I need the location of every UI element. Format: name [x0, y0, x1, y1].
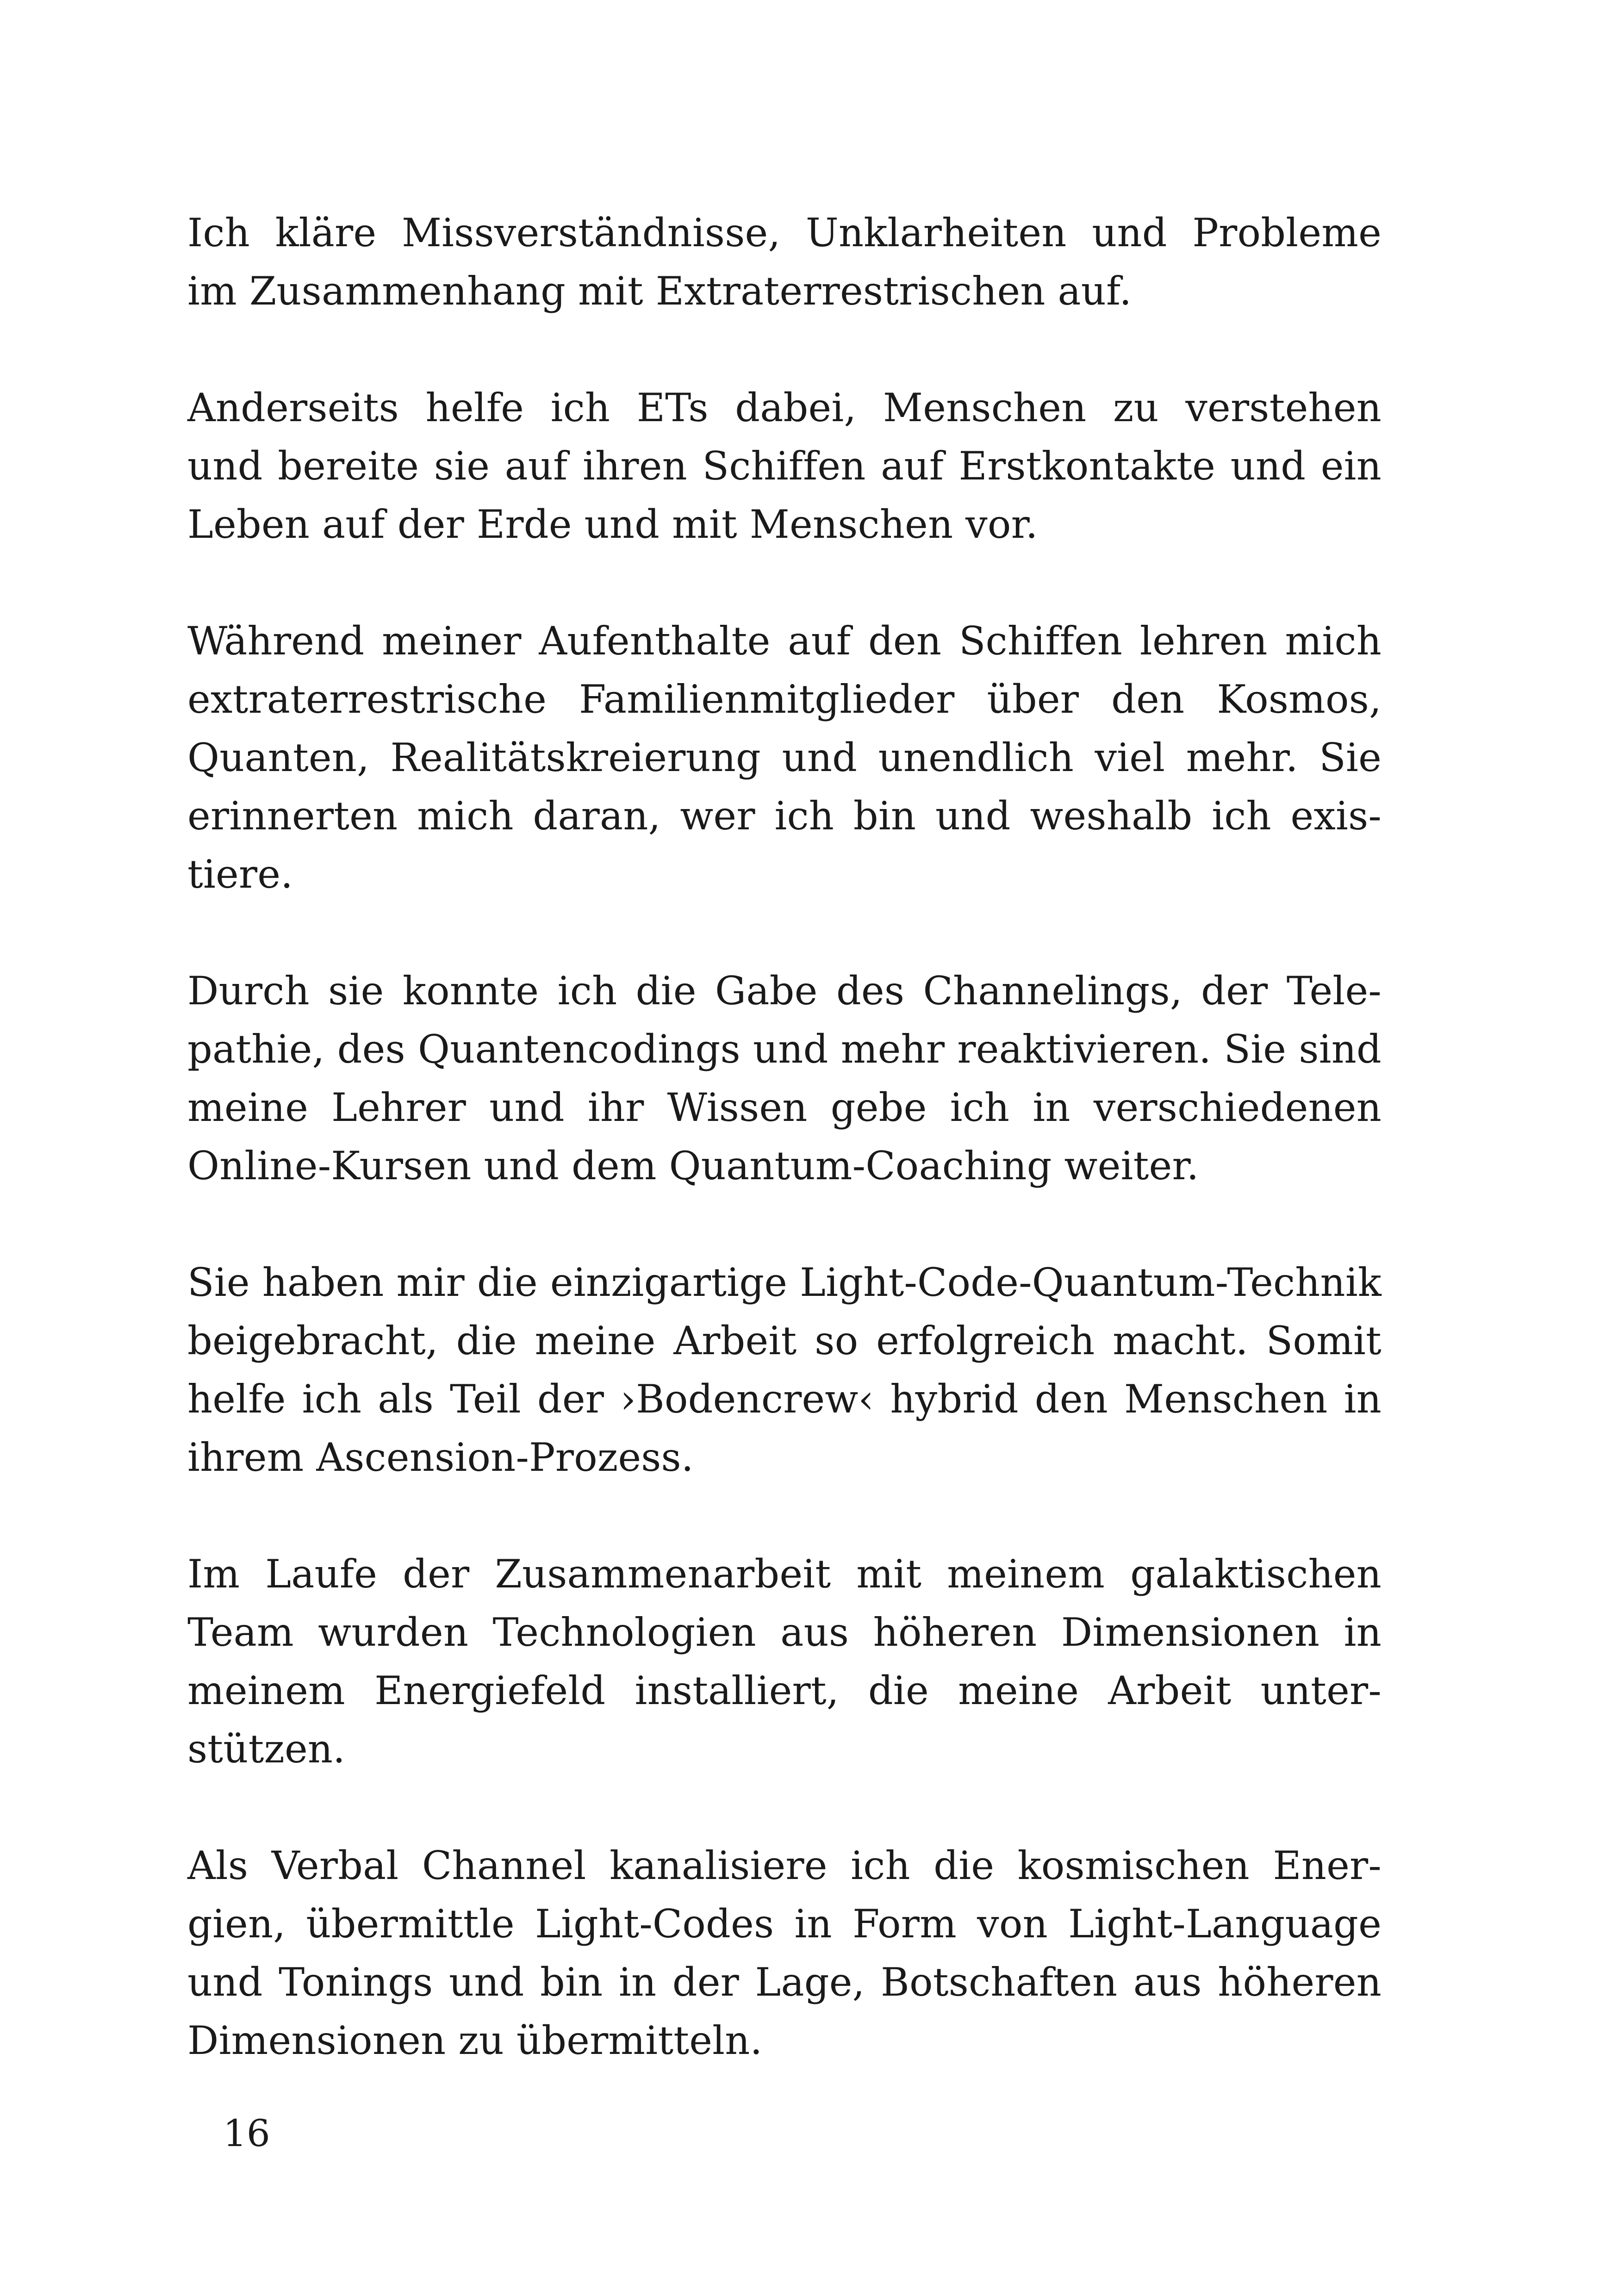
- text-line: ihrem Ascension-Prozess.: [187, 1435, 694, 1480]
- text-line: tiere.: [187, 852, 293, 897]
- text-line: Team wurden Technologien aus höheren Dimensionen in: [187, 1610, 1382, 1655]
- paragraph-7: [187, 1836, 1382, 2070]
- text-line: Ich kläre Missverständnisse, Unklarheiten und Probleme: [187, 210, 1382, 255]
- text-line: Während meiner Aufenthalte auf den Schiffen lehren mich: [187, 618, 1382, 664]
- text-line: erinnerten mich daran, wer ich bin und weshalb ich exis-: [187, 793, 1382, 839]
- body-text: [187, 204, 1382, 2128]
- text-line: Sie haben mir die einzigartige Light-Code-Quantum-Technik: [187, 1260, 1382, 1305]
- text-line: Als Verbal Channel kanalisiere ich die kosmischen Ener-: [187, 1843, 1382, 1888]
- paragraph-1: [187, 204, 1382, 320]
- text-line: Dimensionen zu übermitteln.: [187, 2018, 763, 2063]
- text-line: helfe ich als Teil der ›Bodencrew‹ hybrid den Menschen in: [187, 1376, 1382, 1422]
- paragraph-3: [187, 612, 1382, 903]
- text-line: pathie, des Quantencodings und mehr reaktivieren. Sie sind: [187, 1027, 1382, 1072]
- text-line: meinem Energiefeld installiert, die meine Arbeit unter-: [187, 1668, 1382, 1713]
- paragraph-6: [187, 1545, 1382, 1778]
- text-line: Quanten, Realitätskreierung und unendlich viel mehr. Sie: [187, 735, 1382, 780]
- text-line: Online-Kursen und dem Quantum-Coaching weiter.: [187, 1143, 1199, 1188]
- text-line: Im Laufe der Zusammenarbeit mit meinem galaktischen: [187, 1551, 1382, 1597]
- paragraph-2: [187, 379, 1382, 554]
- text-line: und Tonings und bin in der Lage, Botschaften aus höheren: [187, 1960, 1382, 2005]
- text-line: stützen.: [187, 1726, 346, 1772]
- page-number: 16: [223, 2112, 270, 2155]
- text-line: meine Lehrer und ihr Wissen gebe ich in verschiedenen: [187, 1085, 1382, 1130]
- text-line: Anderseits helfe ich ETs dabei, Menschen zu verstehen: [187, 385, 1382, 430]
- text-line: gien, übermittle Light-Codes in Form von Light-Language: [187, 1901, 1382, 1947]
- paragraph-5: [187, 1253, 1382, 1487]
- text-line: im Zusammenhang mit Extraterrestrischen auf.: [187, 268, 1132, 314]
- paragraph-4: [187, 962, 1382, 1195]
- text-line: Durch sie konnte ich die Gabe des Channelings, der Tele-: [187, 968, 1382, 1014]
- text-line: extraterrestrische Familienmitglieder über den Kosmos,: [187, 677, 1382, 722]
- text-line: beigebracht, die meine Arbeit so erfolgreich macht. Somit: [187, 1318, 1382, 1363]
- text-line: und bereite sie auf ihren Schiffen auf Erstkontakte und ein: [187, 443, 1382, 489]
- text-line: Leben auf der Erde und mit Menschen vor.: [187, 502, 1038, 547]
